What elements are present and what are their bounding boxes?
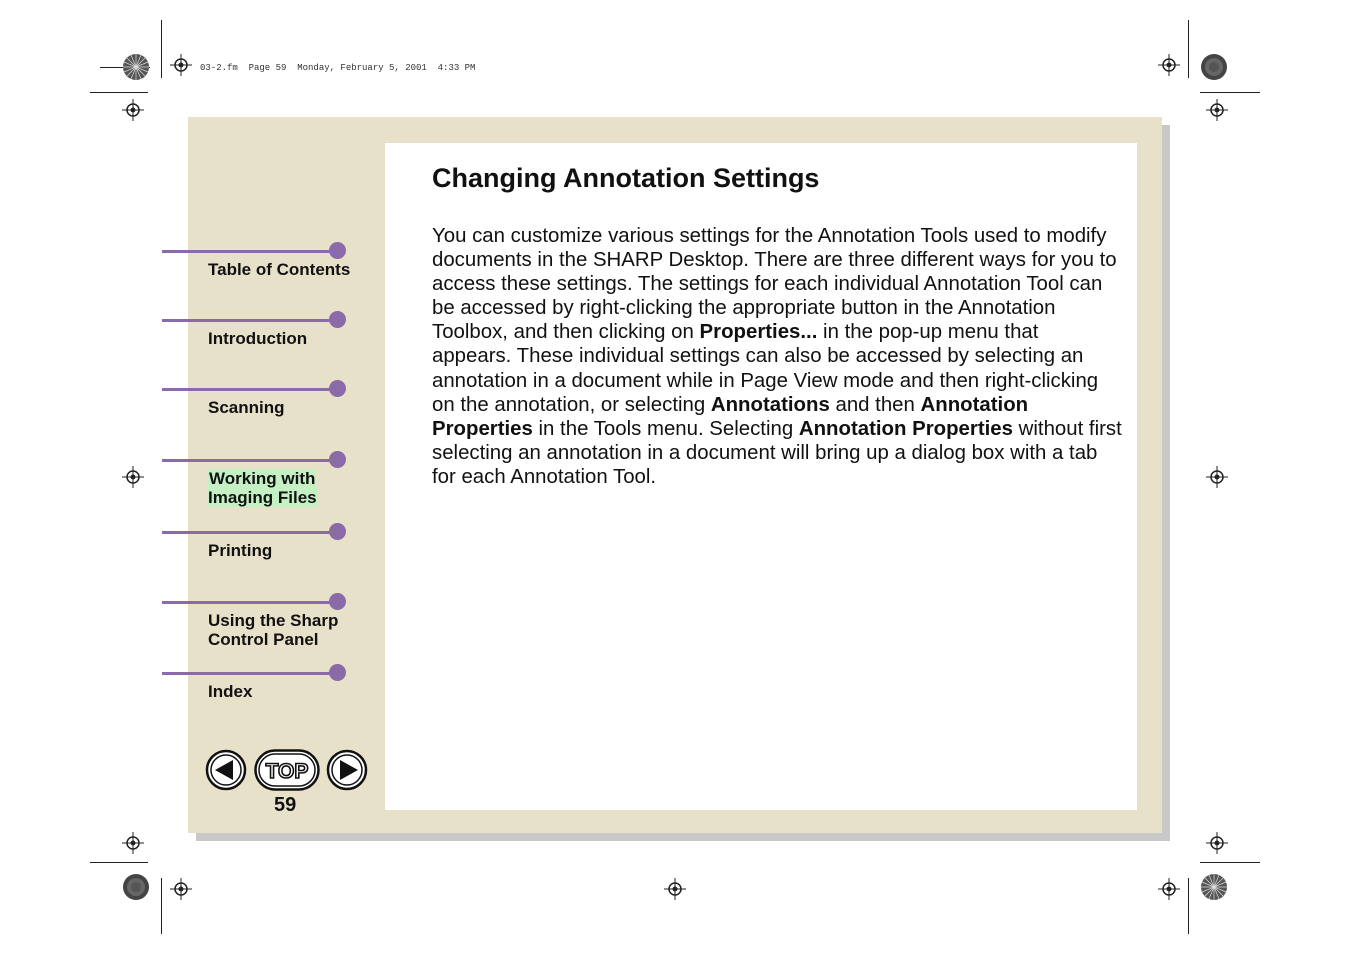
annotation-properties-term: Annotation Properties bbox=[432, 393, 1029, 440]
prev-page-button[interactable] bbox=[205, 749, 247, 796]
nav-label: Introduction bbox=[208, 329, 308, 348]
page-number: 59 bbox=[274, 794, 297, 816]
right-arrow-icon bbox=[326, 749, 368, 791]
annotations-term: Annotations bbox=[710, 393, 830, 416]
registration-mark-icon bbox=[1206, 832, 1228, 854]
registration-mark-icon bbox=[1206, 99, 1228, 121]
next-page-button[interactable] bbox=[326, 749, 368, 796]
registration-mark-icon bbox=[1158, 878, 1180, 900]
print-header: 03-2.fm Page 59 Monday, February 5, 2001 4:33 PM bbox=[200, 63, 476, 73]
nav-item-scanning[interactable] bbox=[162, 388, 352, 448]
nav-label: Index bbox=[208, 682, 253, 701]
body-paragraph: You can customize various settings for the Annotation Tools used to modify documents in the SHARP Desktop. There are three different ways for you to access these settings. The settings for each individual Annotation Tool can be accessed by right-clicking the appropriate button in the Annotation Toolbox, and then clicking on Properties... in the pop-up menu that appears. These individual settings can also be accessed by selecting an annotation in a document while in Page View mode and then right-clicking on the annotation, or selecting Annotations and then Annotation Properties in the Tools menu. Selecting Annotation Properties without first selecting an annotation in a document will bring up a dialog box with a tab for each Annotation Tool. bbox=[432, 225, 1122, 488]
nav-label: Table of Contents bbox=[208, 260, 351, 279]
nav-item-table-of-contents[interactable] bbox=[162, 250, 352, 310]
nav-item-using-the-sharp-control-panel[interactable] bbox=[162, 601, 352, 661]
color-burst-icon bbox=[1200, 873, 1228, 901]
nav-label-active: Working with Imaging Files bbox=[208, 469, 317, 507]
nav-item-printing[interactable] bbox=[162, 531, 352, 591]
nav-label: Using the Sharp Control Panel bbox=[208, 611, 339, 649]
color-burst-icon bbox=[122, 53, 150, 81]
top-button[interactable] bbox=[254, 749, 320, 796]
registration-mark-icon bbox=[170, 878, 192, 900]
registration-mark-icon bbox=[1206, 466, 1228, 488]
registration-mark-icon bbox=[122, 99, 144, 121]
nav-label: Printing bbox=[208, 541, 273, 560]
color-burst-icon bbox=[1200, 53, 1228, 81]
registration-mark-icon bbox=[664, 878, 686, 900]
left-arrow-icon bbox=[205, 749, 247, 791]
registration-mark-icon bbox=[1158, 54, 1180, 76]
top-label: TOP bbox=[265, 760, 309, 783]
registration-mark-icon bbox=[122, 466, 144, 488]
nav-item-working-with-imaging-files[interactable] bbox=[162, 459, 352, 519]
page-title: Changing Annotation Settings bbox=[432, 163, 820, 193]
properties-term: Properties... bbox=[699, 321, 818, 344]
registration-mark-icon bbox=[122, 832, 144, 854]
color-burst-icon bbox=[122, 873, 150, 901]
nav-item-introduction[interactable] bbox=[162, 319, 352, 379]
nav-item-index[interactable] bbox=[162, 672, 352, 732]
annotation-properties-term: Annotation Properties bbox=[798, 417, 1013, 440]
nav-label: Scanning bbox=[208, 398, 285, 417]
registration-mark-icon bbox=[170, 54, 192, 76]
